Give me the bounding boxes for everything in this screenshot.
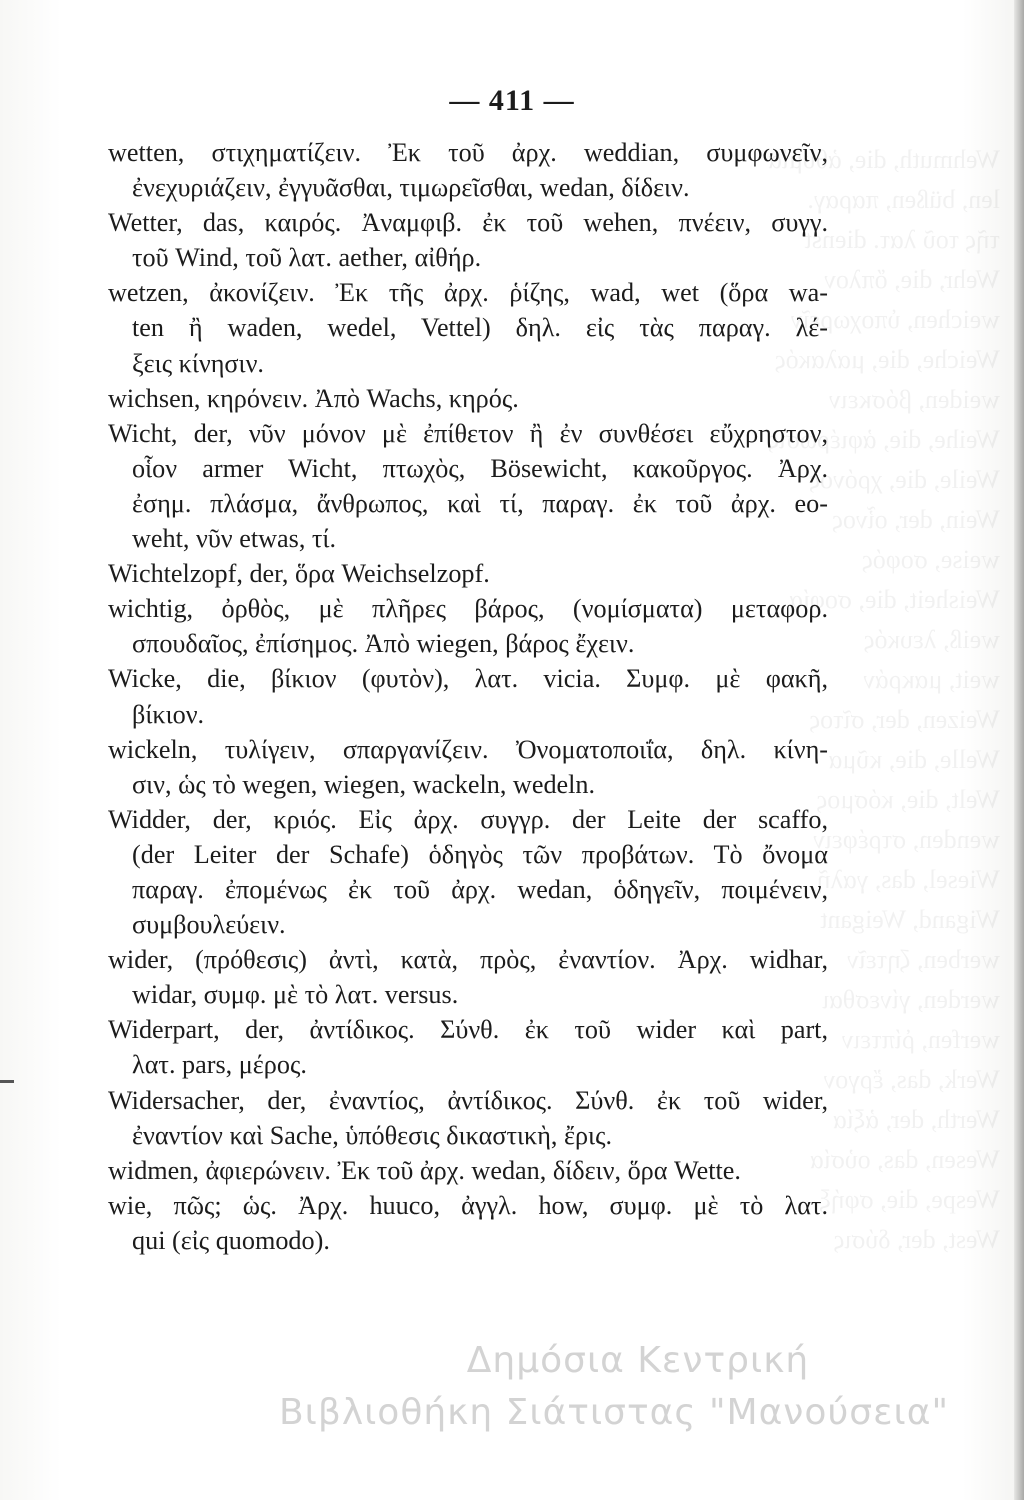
entry-headline: Widder, der, κριός. Εἰς ἀρχ. συγγρ. der Leite der scaffo, bbox=[108, 804, 828, 834]
library-watermark-line2: Βιβλιοθήκη Σιάτιστας "Μανούσεια" bbox=[278, 1392, 950, 1433]
library-watermark-line1: Δημόσια Κεντρική bbox=[466, 1340, 810, 1381]
dictionary-entry bbox=[108, 556, 828, 591]
entry-headline: Wicke, die, βίκιον (φυτὸν), λατ. vicia. Συμφ. μὲ φακῆ, bbox=[108, 664, 828, 694]
dictionary-entry bbox=[108, 275, 828, 380]
entry-continuation-line: τοῦ Wind, τοῦ λατ. aether, αἰθήρ. bbox=[132, 243, 482, 273]
entry-headline: Widerpart, der, ἀντίδικος. Σύνθ. ἐκ τοῦ wider καὶ part, bbox=[108, 1015, 828, 1045]
entry-continuation-line: ἐνεχυριάζειν, ἐγγυᾶσθαι, τιμωρεῖσθαι, wedan, δίδειν. bbox=[132, 173, 690, 203]
dictionary-entry bbox=[108, 1083, 828, 1153]
entry-headline: Widersacher, der, ἐναντίος, ἀντίδικος. Σύνθ. ἐκ τοῦ wider, bbox=[108, 1085, 828, 1115]
dictionary-text bbox=[108, 135, 828, 1258]
entry-continuation-line: βίκιον. bbox=[132, 699, 205, 729]
entry-headline: wider, (πρόθεσις) ἀντὶ, κατὰ, πρὸς, ἐναντίον. Ἀρχ. widhar, bbox=[108, 945, 828, 975]
entry-headline: wie, πῶς; ὡς. Ἀρχ. huuco, ἀγγλ. how, συμφ. μὲ τὸ λατ. bbox=[108, 1190, 828, 1220]
entry-headline: wetzen, ἀκονίζειν. Ἐκ τῆς ἀρχ. ῥίζης, wad, wet (ὅρα wa- bbox=[108, 278, 828, 308]
dictionary-entry bbox=[108, 205, 828, 275]
dictionary-entry bbox=[108, 1012, 828, 1082]
entry-continuation-line: λατ. pars, μέρος. bbox=[132, 1050, 307, 1080]
margin-mark bbox=[0, 1080, 14, 1083]
entry-headline: wichtig, ὀρθὸς, μὲ πλῆρες βάρος, (νομίσματα) μεταφορ. bbox=[108, 594, 828, 624]
entry-headline: wetten, στιχηματίζειν. Ἐκ τοῦ ἀρχ. weddian, συμφωνεῖν, bbox=[108, 138, 828, 167]
entry-headline: Wichtelzopf, der, ὅρα Weichselzopf. bbox=[108, 559, 490, 589]
dictionary-entry bbox=[108, 416, 828, 556]
entry-continuation-line: ἐναντίον καὶ Sache, ὑπόθεσις δικαστικὴ, ἔρις. bbox=[132, 1120, 613, 1150]
entry-headline: wickeln, τυλίγειν, σπαργανίζειν. Ὀνοματοποιΐα, δηλ. κίνη- bbox=[108, 734, 828, 764]
entry-continuation-line: ξεις κίνησιν. bbox=[132, 348, 264, 378]
entry-continuation-line: παραγ. ἐπομένως ἐκ τοῦ ἀρχ. wedan, ὁδηγεῖν, ποιμένειν, bbox=[132, 874, 828, 904]
dictionary-entry bbox=[108, 591, 828, 661]
entry-headline: Wetter, das, καιρός. Ἀναμφιβ. ἐκ τοῦ wehen, πνέειν, συγγ. bbox=[108, 208, 828, 238]
entry-headline: Wicht, der, νῦν μόνον μὲ ἐπίθετον ἢ ἐν συνθέσει εὔχρηστον, bbox=[108, 418, 828, 448]
dictionary-entry bbox=[108, 802, 828, 942]
dictionary-entry bbox=[108, 1153, 828, 1188]
dictionary-entry bbox=[108, 942, 828, 1012]
entry-continuation-line: σιν, ὡς τὸ wegen, wiegen, wackeln, wedeln. bbox=[132, 769, 596, 799]
entry-continuation-line: (der Leiter der Schafe) ὁδηγὸς τῶν προβάτων. Τὸ ὄνομα bbox=[132, 839, 828, 869]
entry-continuation-line: ἐσημ. πλάσμα, ἄνθρωπος, καὶ τί, παραγ. ἐκ τοῦ ἀρχ. eo- bbox=[132, 488, 828, 518]
page-number: — 411 — bbox=[449, 84, 575, 117]
entry-continuation-line: widar, συμφ. μὲ τὸ λατ. versus. bbox=[132, 980, 459, 1010]
show-through-text: Wehmuth, die, ἀθυμία len, büßen, παραγ. τῆς τοῦ λατ. dienst Wehr, die, ὅπλον weichen, ὑποχωρεῖν Weiche, die, μαλακός weiden, βόσκειν Weihe, die, ἀφιέρωσις Weile, die, χρόνος Wein, der, οἶνος weise, σοφός Weisheit, die, σοφία weiß, λευκός weit, μακράν Weizen, der, σῖτος Welle, die, κῦμα Welt, die, κόσμος wenden, στρέφειν Wiesel, das, γαλῆ Wigand, Weigant werben, ζητεῖν werden, γίνεσθαι werfen, ῥίπτειν Werk, das, ἔργον Werth, der, ἀξία Wesen, das, οὐσία Wespe, die, σφήξ West, der, δύσις bbox=[768, 145, 1000, 1254]
page-edge-shadow bbox=[1014, 0, 1024, 1500]
entry-continuation-line: σπουδαῖος, ἐπίσημος. Ἀπὸ wiegen, βάρος ἔχειν. bbox=[132, 629, 635, 659]
dictionary-entry bbox=[108, 732, 828, 802]
entry-headline: widmen, ἀφιερώνειν. Ἐκ τοῦ ἀρχ. wedan, δίδειν, ὅρα Wette. bbox=[108, 1155, 741, 1185]
dictionary-entry bbox=[108, 135, 828, 205]
dictionary-entry bbox=[108, 381, 828, 416]
dictionary-entry bbox=[108, 661, 828, 731]
dictionary-entry bbox=[108, 1188, 828, 1258]
entry-continuation-line: weht, νῦν etwas, τί. bbox=[132, 524, 337, 554]
entry-headline: wichsen, κηρόνειν. Ἀπὸ Wachs, κηρός. bbox=[108, 383, 519, 413]
entry-continuation-line: οἷον armer Wicht, πτωχὸς, Bösewicht, κακοῦργος. Ἀρχ. bbox=[132, 453, 828, 483]
entry-continuation-line: ten ἢ waden, wedel, Vettel) δηλ. εἰς τὰς παραγ. λέ- bbox=[132, 313, 828, 343]
entry-continuation-line: qui (εἰς quomodo). bbox=[132, 1225, 330, 1255]
entry-continuation-line: συμβουλεύειν. bbox=[132, 910, 286, 940]
